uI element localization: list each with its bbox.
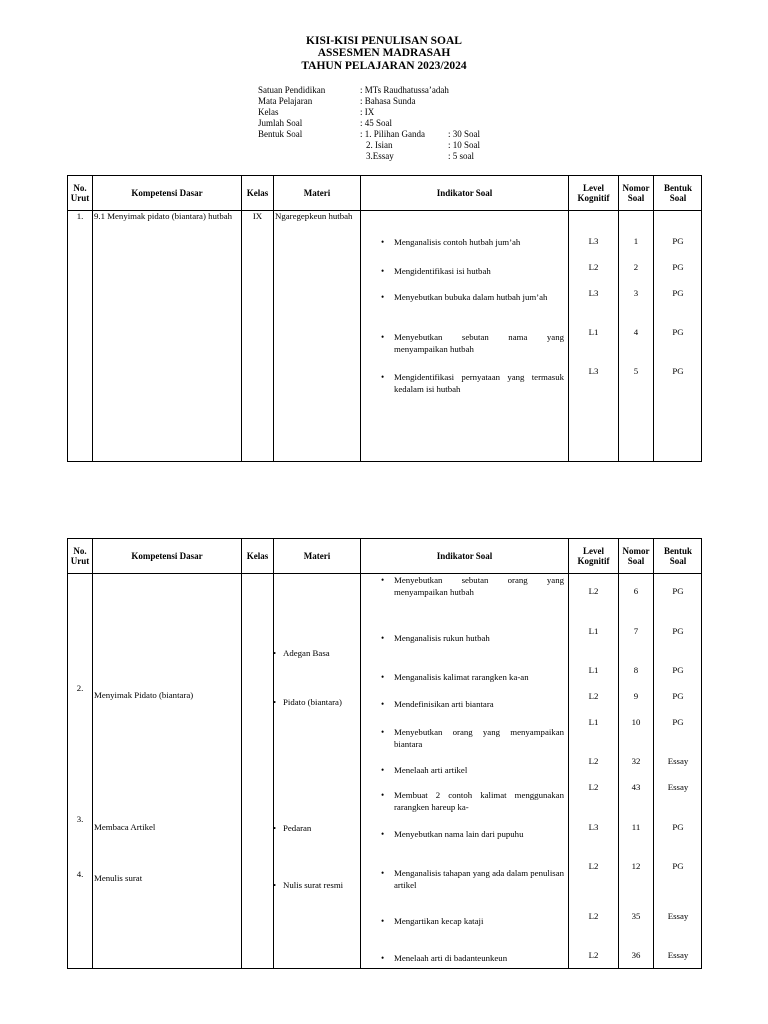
document-title-line-3: TAHUN PELAJARAN 2023/2024 bbox=[301, 60, 467, 72]
info-value-bentuk-2: 2. Isian bbox=[366, 140, 393, 150]
row-number: 1. bbox=[76, 211, 84, 221]
header-level: Level Kognitif bbox=[577, 546, 610, 566]
info-value-satuan: : MTs Raudhatussa’adah bbox=[360, 85, 449, 95]
info-label-bentuk: Bentuk Soal bbox=[258, 129, 303, 139]
materi-item: • Pedaran bbox=[273, 823, 311, 834]
level-value: L2 bbox=[588, 586, 599, 596]
info-count-bentuk-1: : 30 Soal bbox=[448, 129, 481, 139]
nomor-value: 7 bbox=[633, 626, 639, 636]
header-bentuk: Bentuk Soal bbox=[663, 183, 692, 203]
indikator-item: • Menelaah arti artikel bbox=[378, 764, 564, 776]
materi-item: • Adegan Basa bbox=[273, 648, 330, 659]
nomor-value: 12 bbox=[631, 861, 641, 871]
header-bentuk: Bentuk Soal bbox=[663, 546, 692, 566]
indikator-item: • Membuat 2 contoh kalimat menggunakan rarangken hareup ka- bbox=[378, 789, 564, 813]
info-label-satuan: Satuan Pendidikan bbox=[258, 85, 326, 95]
header-level: Level Kognitif bbox=[577, 183, 610, 203]
nomor-value: 8 bbox=[633, 665, 639, 675]
materi-value: Ngaregepkeun hutbah bbox=[275, 211, 353, 221]
level-value: L2 bbox=[588, 861, 599, 871]
level-value: L2 bbox=[588, 950, 599, 960]
indikator-item: • Mengidentifikasi pernyataan yang termasuk kedalam isi hutbah bbox=[378, 371, 564, 395]
indikator-item: • Menganalisis contoh hutbah jum’ah bbox=[378, 236, 564, 248]
kisi-table-1 bbox=[67, 175, 702, 462]
level-value: L2 bbox=[588, 691, 599, 701]
indikator-item: • Mendefinisikan arti biantara bbox=[378, 698, 564, 710]
indikator-item: • Menelaah arti di badanteunkeun bbox=[378, 952, 564, 964]
indikator-item: • Menyebutkan sebutan nama yang menyampaikan hutbah bbox=[378, 331, 564, 355]
info-label-mapel: Mata Pelajaran bbox=[258, 96, 313, 106]
info-value-kelas: : IX bbox=[360, 107, 375, 117]
bentuk-value: Essay bbox=[667, 782, 689, 792]
header-nomor: Nomor Soal bbox=[622, 546, 650, 566]
indikator-item: • Menganalisis kalimat rarangken ka-an bbox=[378, 671, 564, 683]
level-value: L2 bbox=[588, 262, 599, 272]
bentuk-value: PG bbox=[672, 691, 684, 701]
nomor-value: 1 bbox=[633, 236, 639, 246]
level-value: L1 bbox=[588, 717, 599, 727]
bentuk-value: Essay bbox=[667, 756, 689, 766]
bentuk-value: PG bbox=[672, 586, 684, 596]
nomor-value: 6 bbox=[633, 586, 639, 596]
kelas-value: IX bbox=[252, 211, 263, 221]
header-kompetensi: Kompetensi Dasar bbox=[131, 188, 203, 198]
info-value-bentuk-1: : 1. Pilihan Ganda bbox=[360, 129, 425, 139]
header-kompetensi: Kompetensi Dasar bbox=[131, 551, 203, 561]
header-no: No. Urut bbox=[70, 183, 90, 203]
nomor-value: 2 bbox=[633, 262, 639, 272]
nomor-value: 35 bbox=[631, 911, 641, 921]
nomor-value: 10 bbox=[631, 717, 641, 727]
indikator-item: • Mengidentifikasi isi hutbah bbox=[378, 265, 564, 277]
info-value-mapel: : Bahasa Sunda bbox=[360, 96, 416, 106]
header-materi: Materi bbox=[303, 551, 331, 561]
info-count-bentuk-3: : 5 soal bbox=[448, 151, 474, 161]
indikator-item: • Menyebutkan nama lain dari pupuhu bbox=[378, 828, 564, 840]
info-label-jumlah: Jumlah Soal bbox=[258, 118, 303, 128]
level-value: L1 bbox=[588, 665, 599, 675]
header-kelas: Kelas bbox=[246, 188, 269, 198]
header-kelas: Kelas bbox=[246, 551, 269, 561]
bentuk-value: PG bbox=[672, 366, 684, 376]
row-number: 3. bbox=[76, 814, 84, 824]
indikator-item: • Menganalisis tahapan yang ada dalam penulisan artikel bbox=[378, 867, 564, 891]
header-nomor: Nomor Soal bbox=[622, 183, 650, 203]
level-value: L2 bbox=[588, 782, 599, 792]
header-indikator: Indikator Soal bbox=[436, 551, 493, 561]
indikator-item: • Mengartikan kecap kataji bbox=[378, 915, 564, 927]
nomor-value: 9 bbox=[633, 691, 639, 701]
level-value: L3 bbox=[588, 366, 599, 376]
indikator-item: • Menyebutkan orang yang menyampaikan biantara bbox=[378, 726, 564, 750]
level-value: L3 bbox=[588, 288, 599, 298]
bentuk-value: Essay bbox=[667, 911, 689, 921]
row-number: 4. bbox=[76, 869, 84, 879]
level-value: L3 bbox=[588, 822, 599, 832]
kompetensi-dasar: Menyimak Pidato (biantara) bbox=[94, 690, 194, 700]
nomor-value: 4 bbox=[633, 327, 639, 337]
info-value-bentuk-3: 3.Essay bbox=[366, 151, 394, 161]
bentuk-value: PG bbox=[672, 861, 684, 871]
indikator-item: • Menyebutkan bubuka dalam hutbah jum’ah bbox=[378, 291, 564, 303]
bentuk-value: PG bbox=[672, 327, 684, 337]
bentuk-value: PG bbox=[672, 288, 684, 298]
indikator-item: • Menganalisis rukun hutbah bbox=[378, 632, 564, 644]
nomor-value: 36 bbox=[631, 950, 641, 960]
info-label-kelas: Kelas bbox=[258, 107, 279, 117]
materi-item: • Nulis surat resmi bbox=[273, 880, 343, 891]
level-value: L1 bbox=[588, 626, 599, 636]
kompetensi-dasar: 9.1 Menyimak pidato (biantara) hutbah bbox=[94, 211, 233, 221]
header-indikator: Indikator Soal bbox=[436, 188, 493, 198]
header-no: No. Urut bbox=[70, 546, 90, 566]
level-value: L2 bbox=[588, 756, 599, 766]
header-materi: Materi bbox=[303, 188, 331, 198]
bentuk-value: Essay bbox=[667, 950, 689, 960]
kompetensi-dasar: Menulis surat bbox=[94, 873, 143, 883]
level-value: L1 bbox=[588, 327, 599, 337]
bentuk-value: PG bbox=[672, 665, 684, 675]
nomor-value: 43 bbox=[631, 782, 641, 792]
kisi-table-2 bbox=[67, 538, 702, 969]
kompetensi-dasar: Membaca Artikel bbox=[94, 822, 156, 832]
info-count-bentuk-2: : 10 Soal bbox=[448, 140, 481, 150]
nomor-value: 3 bbox=[633, 288, 639, 298]
document-title-line-2: ASSESMEN MADRASAH bbox=[317, 47, 451, 59]
bentuk-value: PG bbox=[672, 626, 684, 636]
bentuk-value: PG bbox=[672, 262, 684, 272]
materi-item: • Pidato (biantara) bbox=[273, 697, 342, 708]
indikator-item: • Menyebutkan sebutan orang yang menyampaikan hutbah bbox=[378, 574, 564, 598]
nomor-value: 11 bbox=[631, 822, 641, 832]
document-title-line-1: KISI-KISI PENULISAN SOAL bbox=[306, 35, 462, 47]
bentuk-value: PG bbox=[672, 236, 684, 246]
level-value: L3 bbox=[588, 236, 599, 246]
row-number: 2. bbox=[76, 683, 84, 693]
bentuk-value: PG bbox=[672, 717, 684, 727]
level-value: L2 bbox=[588, 911, 599, 921]
bentuk-value: PG bbox=[672, 822, 684, 832]
nomor-value: 32 bbox=[631, 756, 641, 766]
nomor-value: 5 bbox=[633, 366, 639, 376]
info-value-jumlah: : 45 Soal bbox=[360, 118, 393, 128]
